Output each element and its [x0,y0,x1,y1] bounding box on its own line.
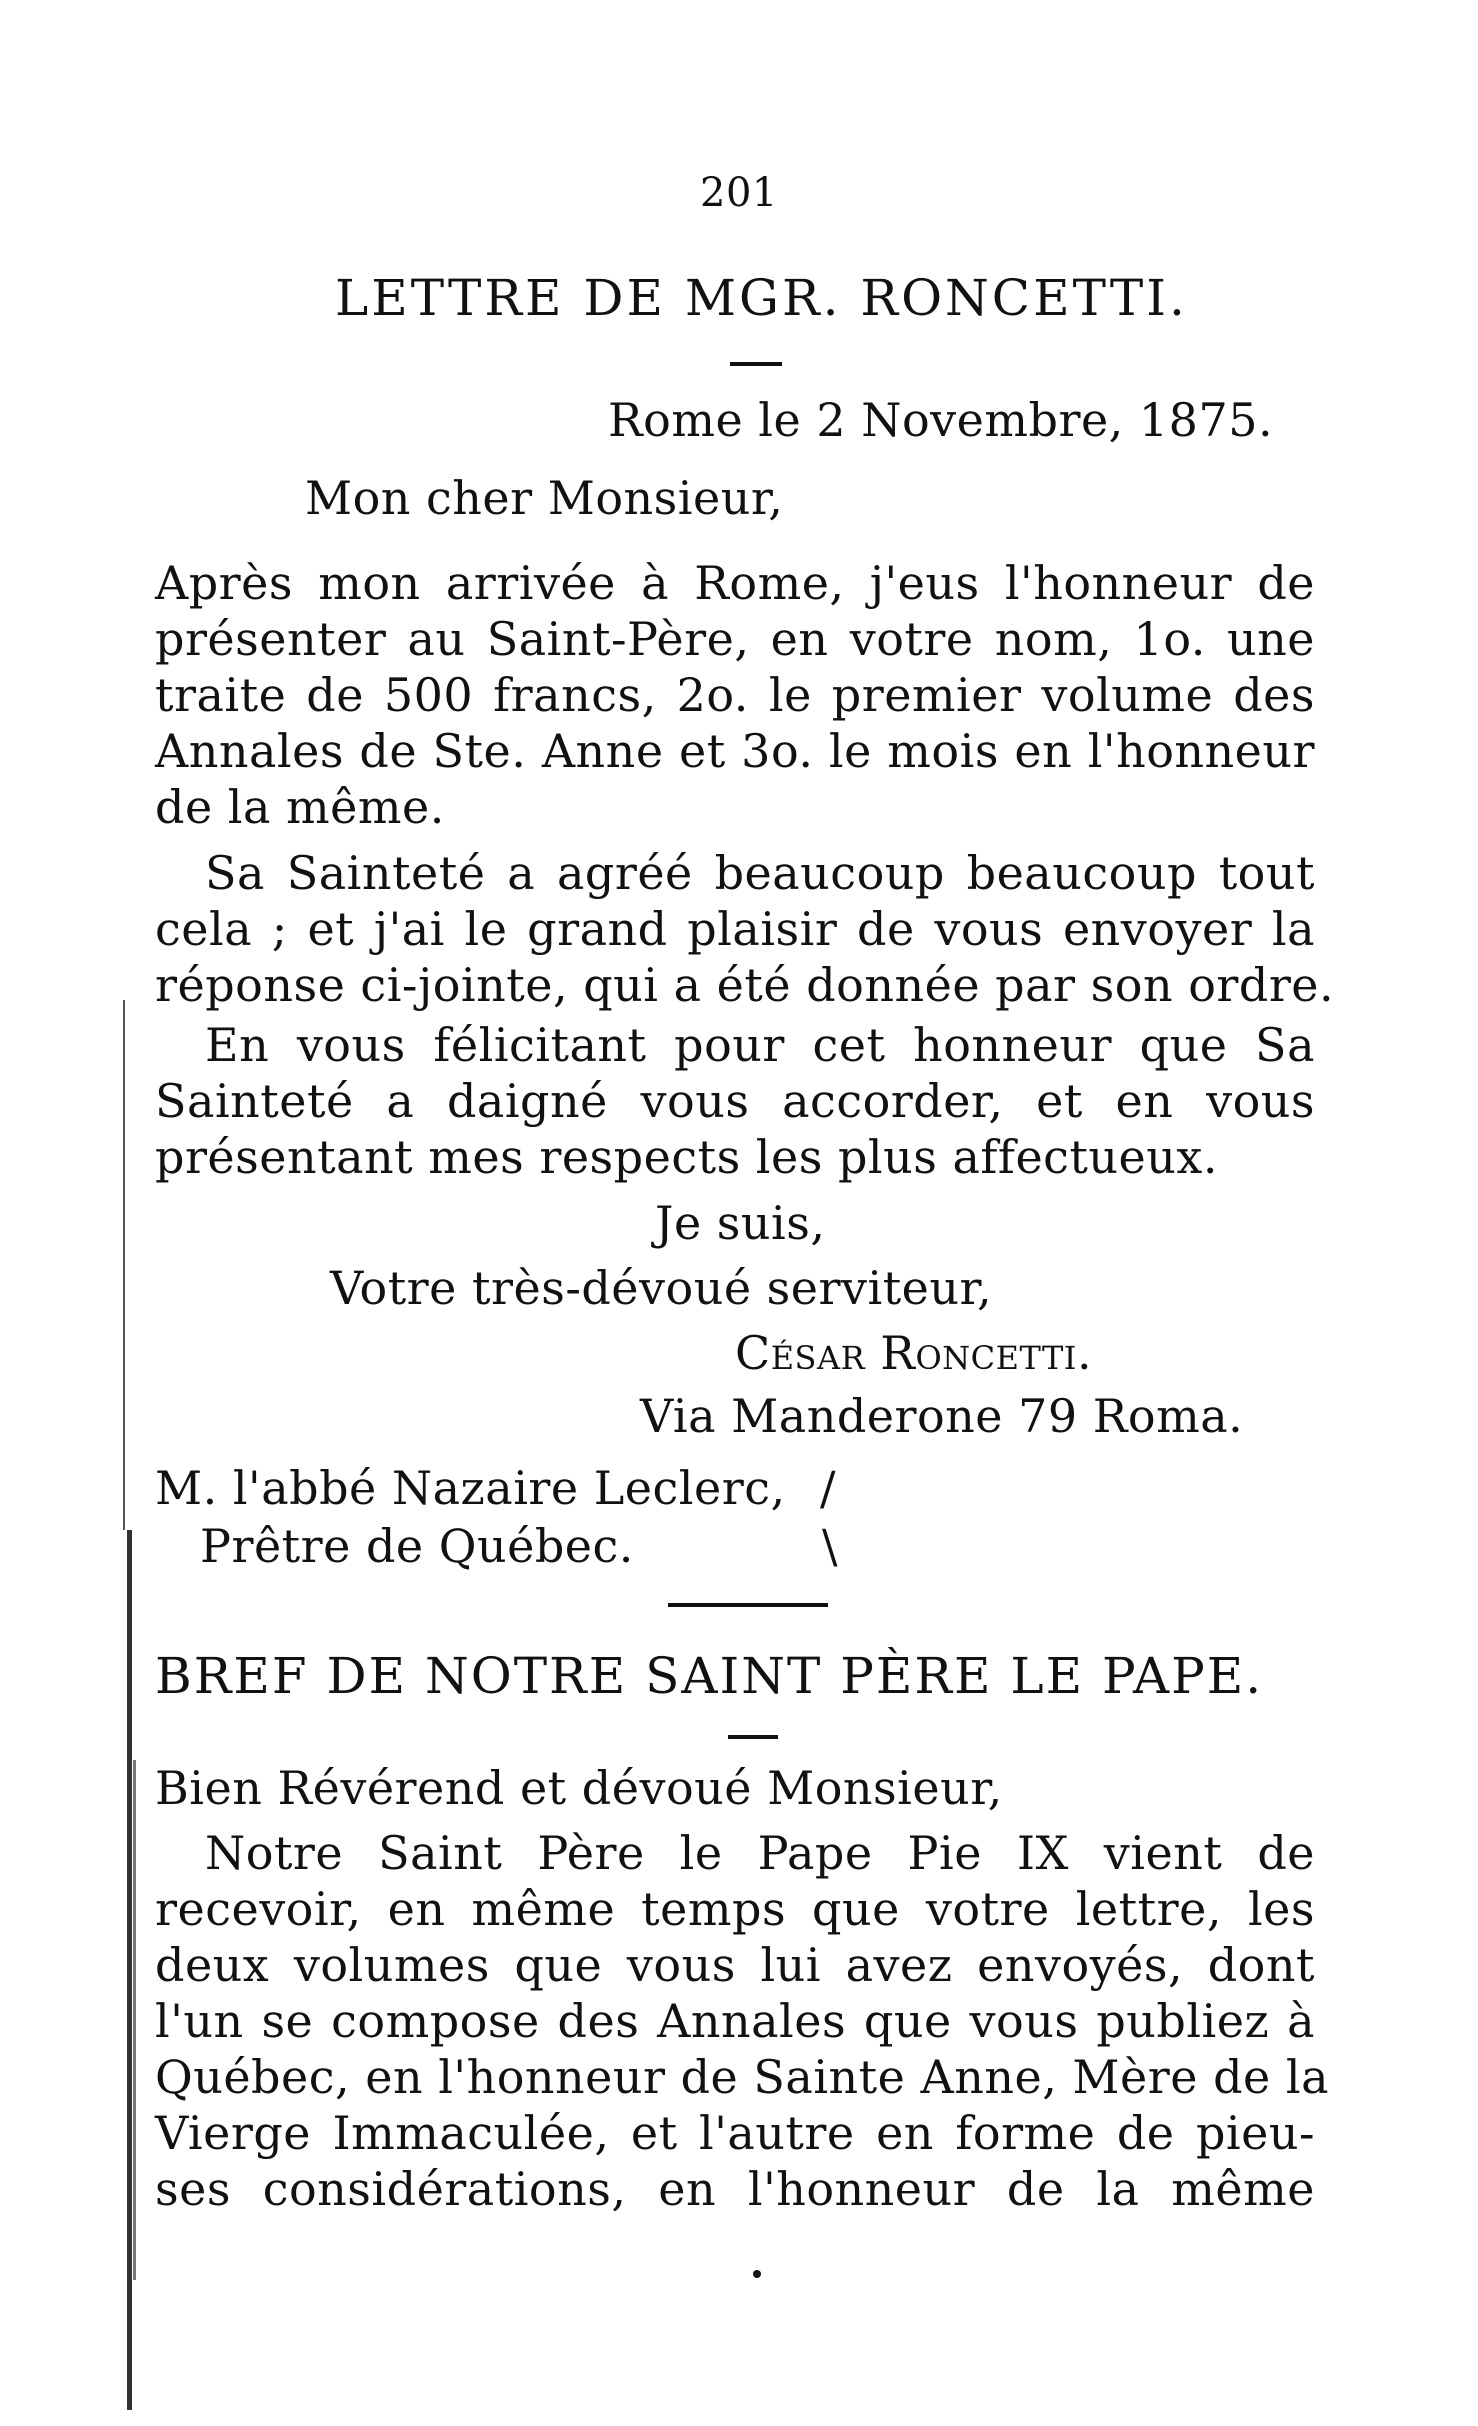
letter-line-2: présenter au Saint-Père, en votre nom, 1o. une [155,612,1315,666]
bref-salutation: Bien Révérend et dévoué Monsieur, [155,1761,1003,1815]
bref-line-4: l'un se compose des Annales que vous publiez à [155,1994,1315,2048]
title-dash [730,362,782,366]
letter-dateline: Rome le 2 Novembre, 1875. [608,393,1274,447]
bref-line-5: Québec, en l'honneur de Sainte Anne, Mère de la [155,2050,1330,2104]
bref-line-7: ses considérations, en l'honneur de la même [155,2162,1315,2216]
bref-line-2: recevoir, en même temps que votre lettre, les [155,1882,1315,1936]
section-rule [668,1603,828,1607]
letter-line-7: cela ; et j'ai le grand plaisir de vous envoyer la [155,902,1315,956]
bref-line-1: Notre Saint Père le Pape Pie IX vient de [205,1826,1315,1880]
binding-edge-lower [127,1530,132,2410]
bref-title-dash [728,1735,778,1739]
letter-address: Via Manderone 79 Roma. [640,1389,1244,1443]
letter-signature: César Roncetti. [735,1326,1093,1380]
binding-edge-upper [123,1000,125,1530]
bref-line-6: Vierge Immaculée, et l'autre en forme de pieu- [155,2106,1315,2160]
recipient-line-1: M. l'abbé Nazaire Leclerc, [155,1461,786,1515]
letter-title: LETTRE DE MGR. RONCETTI. [335,269,1188,327]
bref-line-3: deux volumes que vous lui avez envoyés, dont [155,1938,1315,1992]
recipient-brace-bottom: \ [822,1519,838,1573]
recipient-brace-top: / [820,1461,836,1515]
letter-line-4: Annales de Ste. Anne et 3o. le mois en l'honneur [155,724,1315,778]
letter-line-5: de la même. [155,780,445,834]
letter-line-8: réponse ci-jointe, qui a été donnée par son ordre. [155,958,1335,1012]
recipient-line-2: Prêtre de Québec. [200,1519,634,1573]
printer-dot [753,2270,761,2278]
bref-title: BREF DE NOTRE SAINT PÈRE LE PAPE. [155,1647,1264,1705]
letter-closing: Je suis, [655,1196,826,1250]
letter-line-1: Après mon arrivée à Rome, j'eus l'honneur de [155,556,1315,610]
letter-salutation: Mon cher Monsieur, [305,471,784,525]
letter-line-6: Sa Sainteté a agréé beaucoup beaucoup tout [205,846,1315,900]
letter-line-3: traite de 500 francs, 2o. le premier volume des [155,668,1315,722]
page-number: 201 [700,170,778,216]
letter-line-11: présentant mes respects les plus affectueux. [155,1130,1218,1184]
letter-line-10: Sainteté a daigné vous accorder, et en vous [155,1074,1315,1128]
letter-closing-2: Votre très-dévoué serviteur, [330,1261,993,1315]
binding-edge-shadow [133,1760,136,2280]
letter-line-9: En vous félicitant pour cet honneur que Sa [205,1018,1315,1072]
